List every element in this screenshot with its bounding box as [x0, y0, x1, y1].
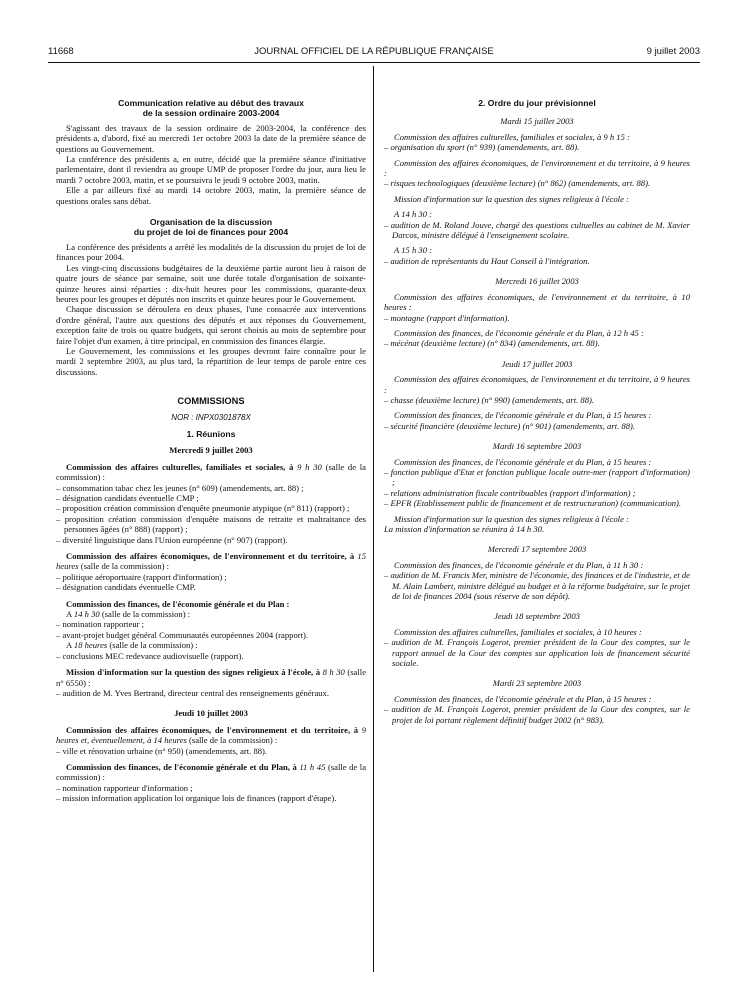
agenda-entry: Commission des affaires culturelles, familiales et sociales, à 10 heures : — [394, 626, 642, 637]
nor-reference: NOR : INPX0301878X — [171, 412, 251, 422]
list-item: – chasse (deuxième lecture) (n° 990) (amendements, art. 88). — [384, 394, 595, 405]
list-item: – risques technologiques (deuxième lecture) (n° 862) (amendements, art. 88). — [384, 178, 651, 189]
commissions-title: COMMISSIONS — [177, 396, 245, 407]
day-heading: Mercredi 9 juillet 2003 — [169, 445, 253, 456]
list-item: – désignation candidats éventuelle CMP ; — [56, 493, 199, 503]
agenda-entry: A 15 h 30 : — [394, 245, 433, 256]
agenda-entry: Commission des finances, de l'économie générale et du Plan, à 15 heures : — [394, 456, 652, 467]
agenda-entry: Commission des affaires économiques, de l'environnement et du territoire, à 9 heures : — [384, 157, 690, 179]
item-list — [56, 483, 366, 545]
time-slot: A 18 heures (salle de la commission) : — [66, 640, 198, 651]
commission-entry: Commission des finances, de l'économie générale et du Plan : — [66, 598, 290, 609]
time-slot: A 14 h 30 (salle de la commission) : — [66, 609, 191, 620]
paragraph: La conférence des présidents a, en outre, décidé que la première séance d'initiative parlementaire, dont il reviendra au groupe UMP de proposer l'ordre du jour, aura lieu le mardi 7 octobre 2003, matin, et se poursuivra le jeudi 9 octobre 2003, matin. — [56, 154, 366, 185]
list-item: – montagne (rapport d'information). — [384, 312, 510, 323]
list-item: – audition de M. Yves Bertrand, directeur central des renseignements généraux. — [56, 687, 330, 698]
list-item: – politique aéroportuaire (rapport d'information) ; — [56, 571, 227, 582]
commission-entry: Mission d'information sur la question des signes religieux à l'école, à 8 h 30 (salle n° 6550) : — [56, 667, 367, 688]
list-item: – mission information application loi organique lois de finances (rapport d'étape). — [56, 793, 337, 804]
list-item: – conclusions MEC redevance audiovisuelle (rapport). — [56, 650, 244, 661]
agenda-entry: Mission d'information sur la question des signes religieux à l'école : — [394, 193, 629, 204]
list-item: – fonction publique d'Etat et fonction publique locale outre-mer (rapport d'information) ; — [384, 466, 690, 488]
list-item: – nomination rapporteur ; — [56, 619, 145, 630]
reunions-title: 1. Réunions — [186, 428, 236, 439]
agenda-entry: Commission des affaires économiques, de l'environnement et du territoire, à 9 heures : — [384, 374, 690, 395]
page-number: 11668 — [48, 46, 74, 57]
list-item: – organisation du sport (n° 939) (amendements, art. 88). — [384, 142, 580, 153]
list-item: – relations administration fiscale contribuables (rapport d'information) ; — [384, 487, 636, 498]
day-heading: Mardi 15 juillet 2003 — [500, 116, 574, 127]
commission-entry: Commission des finances, de l'économie générale et du Plan, à 11 h 45 (salle de la commission) : — [56, 761, 367, 783]
list-item: – audition de M. Francis Mer, ministre de l'économie, des finances et de l'industrie, et de M. Alain Lambert, ministre délégué au budget et à la réforme budgétaire, sur le projet de loi de finances 2004 (sous réserve de son dépôt). — [384, 570, 690, 602]
paragraph: Les vingt-cinq discussions budgétaires de la deuxième partie auront lieu à raison de quatre jours de séance par semaine, soit une durée totale d'organisation de soixante-quinze heures ainsi réparties : dix-huit heures pour les commissions, quarante-deux heures pour les groupes et députés non inscrits et quinze heures pour le Gouvernement. — [56, 262, 366, 304]
list-item: – audition de M. Roland Jouve, chargé des questions cultuelles au cabinet de M. Xavier Darcos, ministre délégué à l'enseignement scolaire. — [384, 219, 690, 241]
day-heading: Mardi 16 septembre 2003 — [492, 441, 582, 452]
column-divider — [373, 66, 374, 972]
list-item: – diversité linguistique dans l'Union européenne (n° 907) (rapport). — [56, 534, 288, 545]
right-column — [384, 98, 690, 725]
day-heading: Mardi 23 septembre 2003 — [492, 678, 582, 689]
agenda-entry: Commission des finances, de l'économie générale et du Plan, à 15 heures : — [394, 693, 652, 704]
agenda-days — [384, 116, 690, 725]
list-item: La mission d'information se réunira à 14 h 30. — [384, 524, 545, 534]
list-item: – avant-projet budget général Communautés européennes 2004 (rapport). — [56, 629, 309, 640]
header-rule — [48, 62, 700, 63]
paragraph: Chaque discussion se déroulera en deux phases, l'une consacrée aux interventions d'ordre général, l'autre aux questions des députés et aux réponses du Gouvernement, exception faite de trois ou quatre budgets, qui seront choisis au mois de septembre pour faire l'objet d'un examen, à titre principal, en commission des finances élargie. — [56, 304, 366, 346]
ordre-du-jour-title: 2. Ordre du jour prévisionnel — [478, 98, 596, 108]
day-heading: Jeudi 10 juillet 2003 — [174, 708, 248, 719]
commission-entry: Commission des affaires culturelles, familiales et sociales, à 9 h 30 (salle de la commission) : — [56, 461, 366, 483]
agenda-entry: Commission des finances, de l'économie générale et du Plan, à 15 heures : — [394, 410, 652, 421]
day-heading: Jeudi 18 septembre 2003 — [494, 611, 580, 622]
list-item: – ville et rénovation urbaine (n° 950) (amendements, art. 88). — [56, 745, 268, 756]
day-heading: Mercredi 16 juillet 2003 — [495, 276, 579, 287]
list-item: – sécurité financière (deuxième lecture) (n° 901) (amendements, art. 88). — [384, 420, 635, 431]
list-item: – mécénat (deuxième lecture) (n° 834) (amendements, art. 88). — [384, 338, 600, 349]
agenda-entry: Commission des finances, de l'économie générale et du Plan, à 12 h 45 : — [394, 327, 644, 338]
day-heading: Mercredi 17 septembre 2003 — [487, 544, 587, 555]
list-item: – proposition création commission d'enquête pneumonie atypique (n° 811) (rapport) ; — [56, 503, 350, 514]
commission-entry: Commission des affaires économiques, de l'environnement et du territoire, à 15 heures (salle de la commission) : — [56, 551, 366, 572]
commission-entry: Commission des affaires économiques, de l'environnement et du territoire, à 9 heures et, éventuellement, à 14 heures (salle de la commission) : — [56, 724, 366, 746]
page-header — [48, 46, 700, 60]
agenda-entry: A 14 h 30 : — [394, 209, 433, 220]
day-heading: Jeudi 17 juillet 2003 — [501, 358, 573, 369]
paragraph: La conférence des présidents a arrêté les modalités de la discussion du projet de loi de finances pour 2004. — [56, 241, 366, 263]
list-item: – audition de M. François Logerot, premier président de la Cour des comptes, sur le projet de loi portant règlement définitif budget 2002 (n° 983). — [384, 704, 690, 725]
issue-date: 9 juillet 2003 — [646, 46, 700, 57]
agenda-entry: Commission des affaires culturelles, familiales et sociales, à 9 h 15 : — [394, 131, 630, 142]
list-item: – audition de représentants du Haut Conseil à l'intégration. — [384, 255, 590, 266]
list-item: – désignation candidats éventuelle CMP. — [56, 582, 196, 593]
list-item: – audition de M. François Logerot, premier président de la Cour des comptes, sur le rapport annuel de la Cour des comptes sur application lois de financement sécurité sociale. — [384, 637, 690, 669]
agenda-entry: Commission des finances, de l'économie générale et du Plan, à 11 h 30 : — [394, 559, 644, 570]
agenda-entry: Commission des affaires économiques, de l'environnement et du territoire, à 10 heures : — [384, 291, 690, 313]
journal-title: JOURNAL OFFICIEL DE LA RÉPUBLIQUE FRANÇAISE — [254, 46, 494, 57]
agenda-entry: Mission d'information sur la question des signes religieux à l'école : — [394, 513, 629, 524]
paragraph: S'agissant des travaux de la session ordinaire de 2003-2004, la conférence des présidents a, d'abord, fixé au mercredi 1er octobre 2003 la date de la première séance de questions au Gouvernement. — [56, 122, 366, 154]
communication-title: Communication relative au début des travaux de la session ordinaire 2003-2004 — [118, 98, 304, 119]
list-item: – proposition création commission d'enquête maisons de retraite et maltraitance des personnes âgées (n° 888) (rapport) ; — [56, 513, 366, 535]
left-column — [56, 98, 366, 804]
list-item: – consommation tabac chez les jeunes (n° 609) (amendements, art. 88) ; — [56, 482, 304, 493]
list-item: – nomination rapporteur d'information ; — [56, 782, 193, 793]
paragraph: Elle a par ailleurs fixé au mardi 14 octobre 2003, matin, la première séance de questions orales sans débat. — [56, 185, 366, 206]
list-item: – EPFR (Etablissement public de financement et de restructuration) (communication). — [384, 498, 682, 509]
paragraph: Le Gouvernement, les commissions et les groupes devront faire connaître pour le mardi 2 septembre 2003, au plus tard, la répartition de leur temps de parole entre ces discussions. — [56, 345, 366, 377]
organisation-title: Organisation de la discussion du projet de loi de finances pour 2004 — [133, 217, 289, 238]
